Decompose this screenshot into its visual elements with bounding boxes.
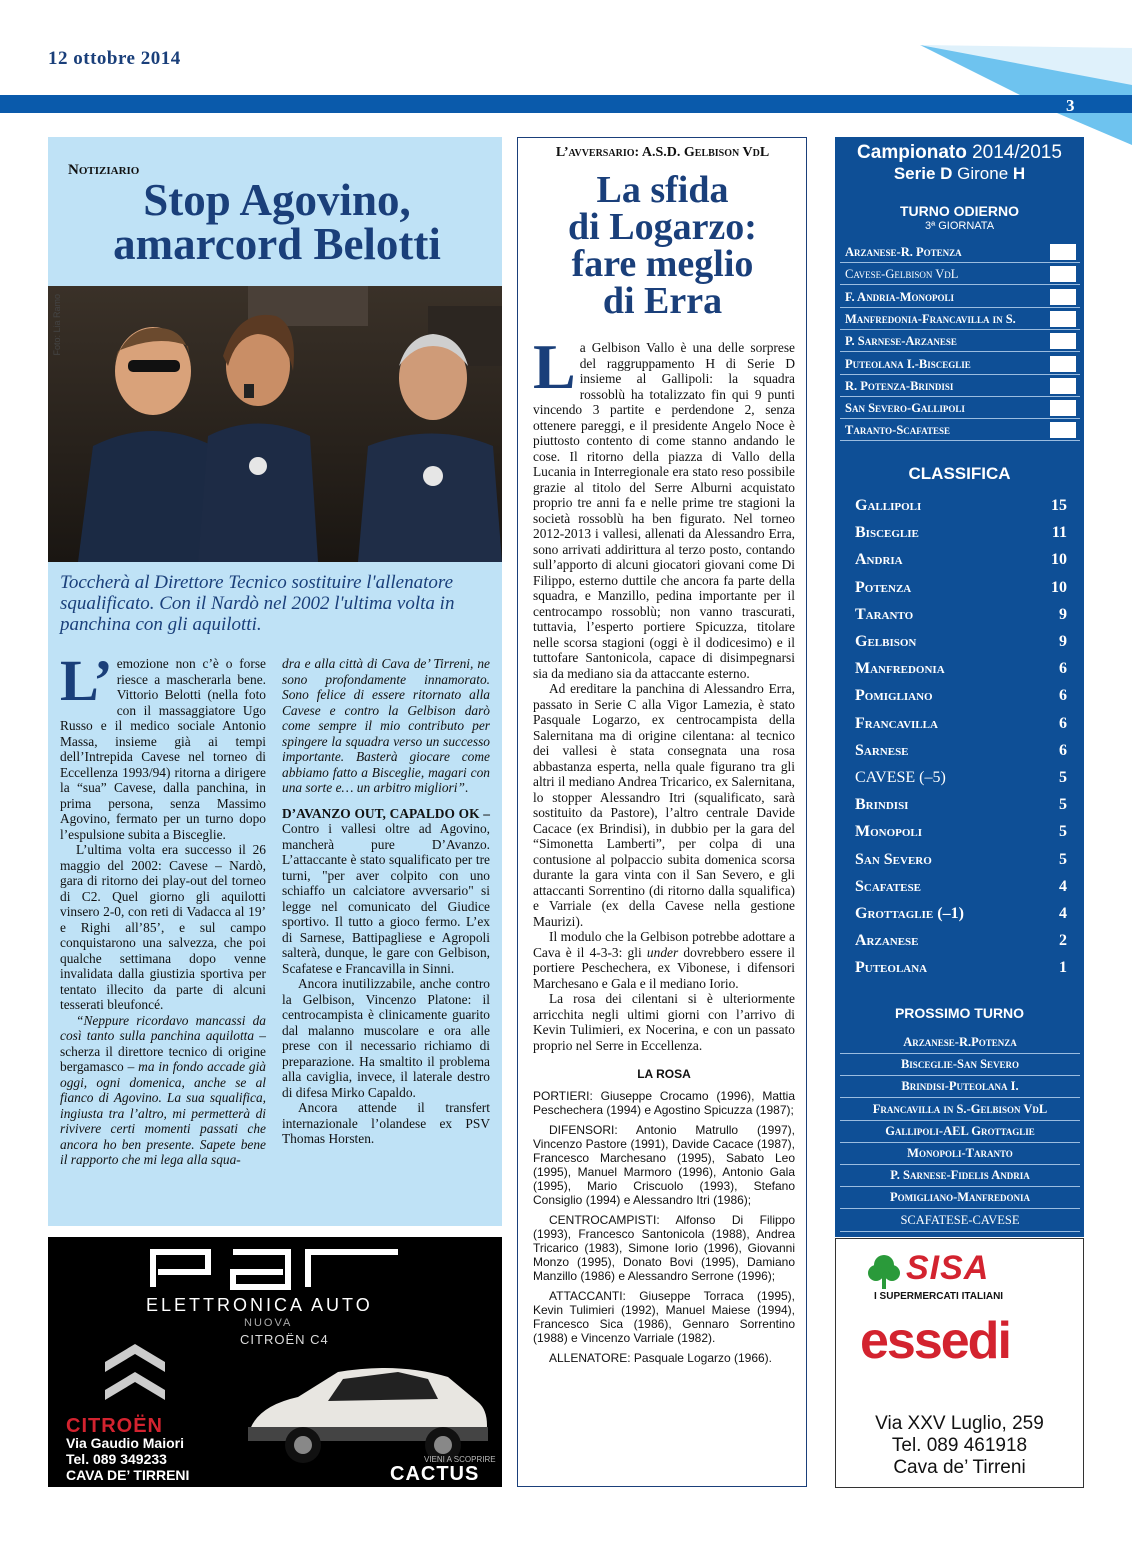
team-points: 11 <box>1051 524 1067 542</box>
ad-cactus: CACTUS <box>390 1463 480 1485</box>
classifica-row <box>847 575 1073 599</box>
team-points: 5 <box>1059 796 1067 814</box>
ad-address-block: Via Gaudio Maiori Tel. 089 349233 CAVA DE’ TIRRENI <box>66 1435 190 1483</box>
prossimo-match: Brindisi-Puteolana I. <box>840 1075 1080 1098</box>
citroen-chevron-icon <box>100 1332 170 1412</box>
prossimo-match: Francavilla in S.-Gelbison VdL <box>840 1098 1080 1121</box>
turno-title: TURNO ODIERNO <box>900 203 1019 219</box>
team-name: Potenza <box>855 578 912 596</box>
match-name: Taranto-Scafatese <box>845 423 950 438</box>
turno-match <box>840 288 1080 308</box>
classifica-row <box>847 819 1073 843</box>
classifica-row <box>847 874 1073 898</box>
sisa-logo: SISA <box>906 1249 990 1287</box>
turno-match <box>840 377 1080 397</box>
classifica-row <box>847 520 1073 544</box>
result-box <box>1050 333 1076 349</box>
subheading: D’AVANZO OUT, CAPALDO OK – <box>282 805 490 821</box>
rosa-title: LA ROSA <box>637 1067 691 1081</box>
paragraph: emozione non c’è o forse riesce a mascherarla bene. Vittorio Belotti (nella foto con il massaggiatore Ugo Russo e il medico sociale Antonio Massa, insieme già ai tempi dell’Intrepida Cavese nel torneo di Eccellenza 1993/94) ritorna a dirigere la “sua” Cavese, dalla panchina, in prima persona, senza Massimo Agovino, fermato per un turno dopo l’espulsione subita a Bisceglie. <box>60 656 266 842</box>
prossimo-match: Gallipoli-AEL Grottaglie <box>840 1120 1080 1143</box>
rosa-item: DIFENSORI: Antonio Matrullo (1997), Vincenzo Pastore (1991), Davide Cacace (1987), Francesco Marchesano (1995), Sabato Leo (1995), Manuel Marmoro (1996), Antonio Gala (1995), Mario Criscuolo (1993), Stefano Consiglio (1994) e Alessandro Itri (1986); <box>533 1122 795 1207</box>
ad-nuova: NUOVA <box>244 1317 293 1329</box>
paragraph: D’AVANZO OUT, CAPALDO OK – Contro i vallesi oltre ad Agovino, mancherà pure D’Avanzo. L’attaccante è stato squalificato per tre turni, "per aver colpito con uno schiaffo un calciatore avversario" si legge nel comunicato del Giudice sportivo. Il tutto a gioco fermo. L’ex di Sarnese, Battipagliese e Agropoli salterà, dunque, le gare con Gelbison, Scafatese e Francavilla in Sinni. <box>282 805 490 976</box>
ad-vieni: VIENI A SCOPRIRE <box>424 1455 496 1464</box>
result-box <box>1050 289 1076 305</box>
result-box <box>1050 422 1076 438</box>
team-points: 10 <box>1051 578 1067 596</box>
team-name: Gallipoli <box>855 497 922 514</box>
paragraph: Ancora attende il transfert internazionale l’olandese ex PSV Thomas Horsten. <box>282 1100 490 1146</box>
turno-match <box>840 310 1080 330</box>
ad2-address-block: Via XXV Luglio, 259 Tel. 089 461918 Cava de’ Tirreni <box>875 1413 1044 1478</box>
team-name: Manfredonia <box>855 660 945 678</box>
paragraph: Il modulo che la Gelbison potrebbe adottare a Cava è il 4-3-3: gli under dovrebbero essere il portiere Peschechera, ex Vibonese, i difensori Marchesano e Gala e il mediano Iorio. <box>533 929 795 991</box>
team-points: 4 <box>1059 877 1067 895</box>
prossimo-match: Arzanese-R.Potenza <box>840 1031 1080 1054</box>
paragraph: dra e alla città di Cava de’ Tirreni, ne sono profondamente innamorato. Sono felice di essere ritornato alla Cavese e contro la Gelbison darò come sempre il mio contributo per spingere la squadra verso un successo importante. Basterà giocare come abbiamo fatto a Bisceglie, magari con una sorte e… un arbitro migliori”. <box>282 656 490 795</box>
article-kicker: Notiziario <box>68 162 140 178</box>
classifica-row <box>847 629 1073 653</box>
rosa-item: CENTROCAMPISTI: Alfonso Di Filippo (1993), Francesco Santonicola (1988), Andrea Tricarico (1983), Simone Iorio (1996), Giovanni Monzo (1995), Donato Bovi (1995), Damiano Manzillo (1986) e Alessandro Serrone (1996); <box>533 1212 795 1283</box>
team-points: 5 <box>1059 823 1067 841</box>
team-points: 9 <box>1059 605 1067 623</box>
team-points: 1 <box>1059 959 1067 977</box>
paragraph: Ancora inutilizzabile, anche contro la Gelbison, Vincenzo Platone: il centrocampista è clinicamente guarito dal malanno muscolare e ora alle prese con il necessario richiamo di preparazione. Ha smaltito il problema alla caviglia, invece, il laterale destro di difesa Mirko Capaldo. <box>282 976 490 1100</box>
classifica-row <box>847 955 1073 979</box>
team-name: Puteolana <box>855 959 928 977</box>
match-name: R. Potenza-Brindisi <box>845 378 954 393</box>
rosa-list <box>533 1089 795 1365</box>
classifica-row <box>847 602 1073 626</box>
citroen-wordmark: CITROËN <box>66 1415 163 1437</box>
match-name: Puteolana I.-Bisceglie <box>845 356 971 371</box>
team-points: 6 <box>1059 741 1067 759</box>
sisa-subtitle: I SUPERMERCATI ITALIANI <box>874 1291 1004 1302</box>
classifica-row <box>847 493 1073 517</box>
pa-logo <box>148 1247 408 1292</box>
turno-subtitle: 3ª GIORNATA <box>924 220 995 232</box>
team-points: 4 <box>1059 905 1067 922</box>
sisa-flower-icon <box>864 1251 904 1291</box>
paragraph: Ad ereditare la panchina di Alessandro Erra, passato in Serie C alla Vigor Lamezia, è stato Pasquale Logarzo, ex centrocampista della Salernitana ma di origine cilentana: al tecnico dei vallesi è stata consegnata una rosa abbastanza esperta, nella quale figurano tra gli altri il mediano Andrea Tricarico, ex Salernitana, lo stopper Alessandro Itri (squalificato, sarà sostituito da Pastore), l’altro centrale Davide Cacace (ex Brindisi), in dubbio per la gara del “Simonetta Lamberti”, per colpa di una contusione al polpaccio subita domenica scorsa durante la gara vinta con il San Severo, e gli attaccanti Sorrentino (di ritorno dalla squalifica) e Varriale (ex della Cavese nella gestione Maurizi). <box>533 681 795 929</box>
dropcap: L <box>533 331 576 402</box>
prossimo-title: PROSSIMO TURNO <box>894 1005 1025 1021</box>
classifica-row <box>847 711 1073 735</box>
turno-match <box>840 332 1080 352</box>
page-number: 3 <box>1066 96 1075 115</box>
team-name: Taranto <box>855 605 914 623</box>
classifica-row <box>847 928 1073 952</box>
result-box <box>1050 356 1076 372</box>
team-name: Arzanese <box>855 932 919 950</box>
result-box <box>1050 244 1076 260</box>
team-name: Brindisi <box>855 796 909 814</box>
championship-title: Campionato 2014/2015 <box>857 142 1062 163</box>
result-box <box>1050 266 1076 282</box>
team-points: 9 <box>1059 633 1067 650</box>
team-name: Bisceglie <box>855 524 919 542</box>
turno-match <box>840 243 1080 263</box>
classifica-title: CLASSIFICA <box>908 464 1011 483</box>
article1-column2 <box>282 656 490 1147</box>
car-image <box>228 1357 493 1467</box>
result-box <box>1050 311 1076 327</box>
team-points: 6 <box>1059 714 1067 732</box>
dropcap: L’ <box>60 648 113 713</box>
team-points: 15 <box>1051 497 1067 514</box>
ad-sisa-essedi <box>835 1238 1084 1488</box>
paragraph: La rosa dei cilentani si è ulteriormente arricchita negli ultimi giorni con l’arrivo di Kevin Tulimieri, ex Nocerina, e con un passato proprio nel Serre in Eccellenza. <box>533 991 795 1053</box>
prossimo-match: P. Sarnese-Fidelis Andria <box>840 1164 1080 1187</box>
result-box <box>1050 378 1076 394</box>
team-name: Grottaglie (–1) <box>855 905 964 922</box>
article-headline: Stop Agovino, amarcord Belotti <box>113 175 441 269</box>
team-name: CAVESE (–5) <box>855 769 946 786</box>
turno-match <box>840 399 1080 419</box>
turno-match <box>840 265 1080 285</box>
article2-body <box>533 331 795 1371</box>
turno-match <box>840 421 1080 441</box>
classifica-row <box>847 765 1073 789</box>
paragraph: “Neppure ricordavo mancassi da così tanto sulla panchina aquilotta – scherza il direttore tecnico di origine bergamasco – ma in fondo accade già oggi, ogni domenica, anche se al fianco di Agovino. La sua squalifica, ingiusta tra l’altro, mi permetterà di rivivere certi momenti passati che ancora ho ben presente. Sapete bene il rapporto che mi lega alla squa- <box>60 1012 266 1167</box>
team-points: 5 <box>1059 769 1067 786</box>
classifica-row <box>847 547 1073 571</box>
top-bar <box>0 95 1132 113</box>
prossimo-match: SCAFATESE-CAVESE <box>840 1209 1080 1232</box>
team-points: 6 <box>1059 687 1067 705</box>
team-points: 5 <box>1059 850 1067 868</box>
rosa-item: ALLENATORE: Pasquale Logarzo (1966). <box>549 1350 773 1365</box>
article2-kicker: L’avversario: A.S.D. Gelbison VdL <box>555 145 770 160</box>
article2-headline: La sfida di Logarzo: fare meglio di Erra <box>568 169 757 322</box>
article1-column1 <box>60 648 266 1168</box>
rosa-item: PORTIERI: Giuseppe Crocamo (1996), Mattia Peschechera (1994) e Agostino Spicuzza (1987); <box>533 1088 795 1117</box>
team-name: Gelbison <box>855 633 917 650</box>
classifica-row <box>847 738 1073 762</box>
prossimo-match: Bisceglie-San Severo <box>840 1053 1080 1076</box>
result-box <box>1050 400 1076 416</box>
paragraph: L’ultima volta era successo il 26 maggio del 2002: Cavese – Nardò, gara di ritorno dei play-out del torneo di C2. Quel giorno gli aquilotti vinsero 2-0, con reti di Vadacca al 19’ e Righi all’85’, e sul campo conquistarono una salvezza, che poi qualche settimana dopo venne invalidata dalla giustizia sportiva per tentato illecito da parte di alcuni tesserati bleufoncé. <box>60 842 266 1012</box>
article-lead: Toccherà al Direttore Tecnico sostituire l'allenatore squalificato. Con il Nardò nel 2002 l'ultima volta in panchina con gli aquilotti. <box>60 572 455 635</box>
match-name: San Severo-Gallipoli <box>845 401 965 416</box>
match-name: F. Andria-Monopoli <box>845 289 955 304</box>
team-name: Francavilla <box>855 714 938 732</box>
photo-belotti <box>48 286 502 562</box>
ad-model: CITROËN C4 <box>240 1332 329 1347</box>
issue-date: 12 ottobre 2014 <box>48 48 181 69</box>
team-points: 6 <box>1059 660 1067 678</box>
prossimo-match: Monopoli-Taranto <box>840 1142 1080 1165</box>
championship-subtitle: Serie D Girone H <box>893 164 1026 183</box>
team-name: Sarnese <box>855 741 909 759</box>
match-name: Cavese-Gelbison VdL <box>845 267 959 282</box>
classifica-row <box>847 683 1073 707</box>
team-points: 2 <box>1059 932 1067 950</box>
classifica-row <box>847 656 1073 680</box>
team-name: Pomigliano <box>855 687 933 705</box>
team-name: Andria <box>855 551 903 569</box>
match-name: Arzanese-R. Potenza <box>845 245 962 259</box>
match-name: P. Sarnese-Arzanese <box>845 334 957 349</box>
turno-match <box>840 355 1080 375</box>
ad-brand: ELETTRONICA AUTO <box>146 1295 373 1315</box>
team-name: Scafatese <box>855 877 921 895</box>
team-name: San Severo <box>855 850 932 868</box>
ad-elettronica-auto <box>48 1237 502 1487</box>
essedi-logo: essedi <box>860 1312 1010 1370</box>
classifica-row <box>847 901 1073 925</box>
team-points: 10 <box>1051 551 1067 569</box>
rosa-item: ATTACCANTI: Giuseppe Torraca (1995), Kevin Tulimieri (1992), Manuel Maiese (1994), Francesco Sica (1986), Gennaro Sorrentino (1988) e Vincenzo Varriale (1982). <box>533 1288 795 1345</box>
classifica-row <box>847 847 1073 871</box>
paragraph: a Gelbison Vallo è una delle sorprese del raggruppamento H di Serie D insieme al Gallipoli: la squadra rossoblù ha totalizzato fin qui 9 punti vincendo 3 partite e perdendone 2, senza ottenere pareggi, e il presidente Angelo Noce è piuttosto contento di come stanno andando le cose. Il ritorno della piazza di Vallo della Lucania in Interregionale era stato reso possibile grazie al titolo del Serre Alburni acquistato proprio tre anni fa e nelle prime tre stagioni la società rossoblù ha ben figurato. Nel torneo 2012-2013 i vallesi, allenati da Alessandro Erra, sono arrivati addirittura al terzo posto, contando sull’apporto di alcuni giocatori giovani come Di Filippo, esterno duttile che ancora fa parte della squadra, e Manzillo, pedina importante per il centrocampo rossoblù; non vanno trascurati, tuttavia, l’esperto portiere Spicuzza, titolare nelle scorsa stagioni (oggi è il dodicesimo) e il tuttofare Santonicola, capace di disimpegnarsi sia da mediano sia da attaccante esterno. <box>533 340 795 681</box>
prossimo-match: Pomigliano-Manfredonia <box>840 1186 1080 1209</box>
photo-credit: Foto: Lia Ramo <box>52 294 62 356</box>
team-name: Monopoli <box>855 823 923 841</box>
classifica-row <box>847 792 1073 816</box>
match-name: Manfredonia-Francavilla in S. <box>845 311 1016 326</box>
